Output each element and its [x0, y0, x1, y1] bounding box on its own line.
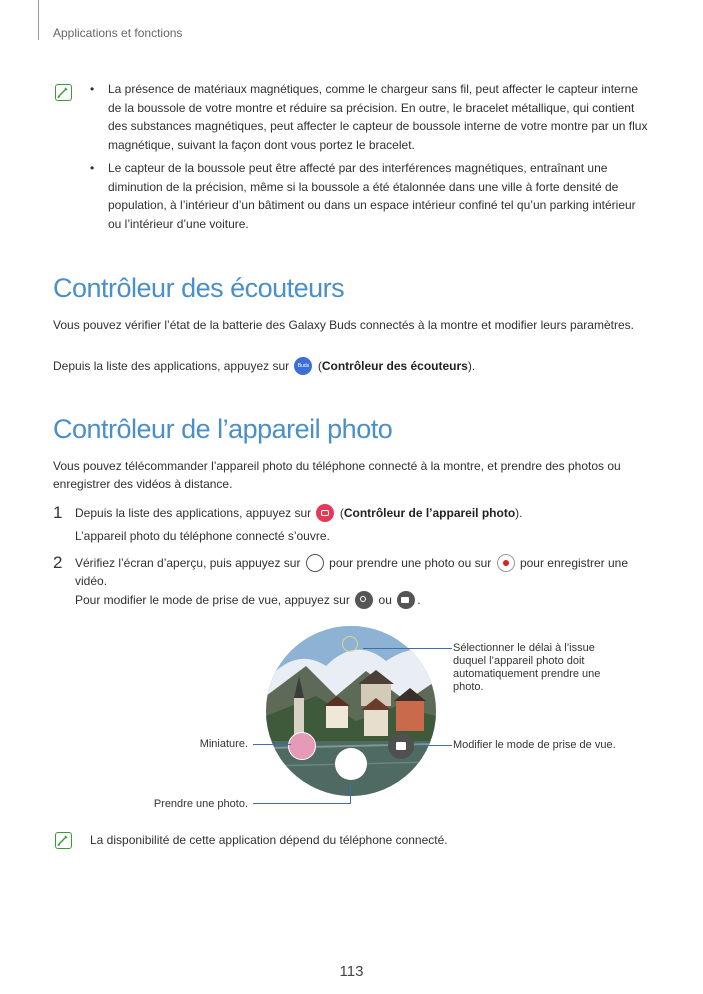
page-number: 113	[339, 963, 364, 980]
paren-close: ).	[467, 359, 476, 373]
buds-description: Vous pouvez vérifier l’état de la batterie des Galaxy Buds connectés à la montre et modifier leurs paramètres.	[53, 318, 634, 332]
callout-line-shutter-v	[350, 784, 351, 804]
paren-open: (	[339, 506, 344, 520]
step2-text-end: pour enregistrer une	[519, 556, 629, 570]
note-pencil-icon	[55, 832, 72, 849]
photo-mode-icon	[355, 591, 373, 609]
callout-timer: Sélectionner le délai à l’issue duquel l’appareil photo doit automatiquement prendre une photo.	[453, 642, 601, 693]
paren-open: (	[317, 359, 322, 373]
buds-instruction-text: Depuis la liste des applications, appuyez sur	[53, 359, 290, 373]
camera-section-title: Contrôleur de l’appareil photo	[53, 414, 393, 444]
callout-line-thumbnail	[253, 744, 291, 745]
note-bullet-list	[88, 80, 648, 238]
callout-shutter: Prendre une photo.	[153, 798, 248, 810]
mode-end: .	[417, 593, 421, 607]
step1-text: Depuis la liste des applications, appuyez sur	[75, 506, 312, 520]
callout-mode: Modifier le mode de prise de vue.	[453, 739, 616, 751]
thumbnail-preview[interactable]	[288, 732, 316, 760]
note-bullet: • Le capteur de la boussole peut être affecté par des interférences magnétiques, entraînant une diminution de la précision, même si la boussole a été étalonnée dans une ville à forte densité de population, à l’intérieur d’un bâtiment ou dans un espace intérieur confiné tel qu’un parking intérieur ou l’intérieur d’une voiture.	[88, 159, 648, 233]
availability-note: La disponibilité de cette application dépend du téléphone connecté.	[90, 833, 448, 847]
callout-thumbnail: Miniature.	[199, 738, 248, 750]
paren-close: ).	[515, 506, 523, 520]
header-rule	[38, 0, 39, 40]
record-button-icon	[497, 554, 515, 572]
mode-or: ou	[378, 593, 392, 607]
buds-section-title: Contrôleur des écouteurs	[53, 273, 345, 303]
timer-icon[interactable]	[342, 636, 358, 652]
step-number: 2	[53, 553, 63, 572]
callout-line-shutter-h	[253, 803, 351, 804]
buds-instruction	[53, 357, 475, 375]
step2-wrap: vidéo.	[75, 574, 108, 588]
step-number: 1	[53, 503, 63, 522]
section-header: Applications et fonctions	[53, 26, 183, 40]
watch-camera-preview	[266, 626, 436, 796]
callout-line-mode	[415, 745, 452, 746]
step2-text: Vérifiez l’écran d’aperçu, puis appuyez sur	[75, 556, 301, 570]
note-bullet: • La présence de matériaux magnétiques, comme le chargeur sans fil, peut affecter le capteur interne de la boussole de votre montre et réduire sa précision. En outre, le bracelet métallique, qui contient des substances magnétiques, peut affecter le capteur de boussole interne de votre montre par un flux magnétique, suivant la façon dont vous portez le bracelet.	[88, 80, 648, 154]
camera-description: Vous pouvez télécommander l’appareil photo du téléphone connecté à la montre, et prendre des photos ou enregistrer des vidéos à distance.	[53, 459, 621, 491]
shutter-button-icon	[306, 554, 324, 572]
step2-mode-instruction	[75, 591, 421, 609]
mode-text: Pour modifier le mode de prise de vue, appuyez sur	[75, 593, 350, 607]
step2-instruction	[75, 554, 628, 572]
video-mode-icon	[397, 591, 415, 609]
mode-switch-button[interactable]	[388, 733, 414, 759]
camera-controller-app-icon	[316, 504, 334, 522]
step1-result: L’appareil photo du téléphone connecté s’ouvre.	[75, 529, 330, 543]
step2-text-middle: pour prendre une photo ou sur	[329, 556, 492, 570]
video-camera-icon	[396, 742, 406, 750]
note-pencil-icon	[55, 84, 72, 101]
buds-app-icon: Buds	[294, 357, 312, 375]
step1-instruction	[75, 504, 523, 522]
camera-app-name: Contrôleur de l’appareil photo	[343, 506, 516, 520]
callout-line-timer	[363, 648, 452, 649]
shutter-button[interactable]	[335, 748, 367, 780]
buds-app-name: Contrôleur des écouteurs	[321, 359, 468, 373]
